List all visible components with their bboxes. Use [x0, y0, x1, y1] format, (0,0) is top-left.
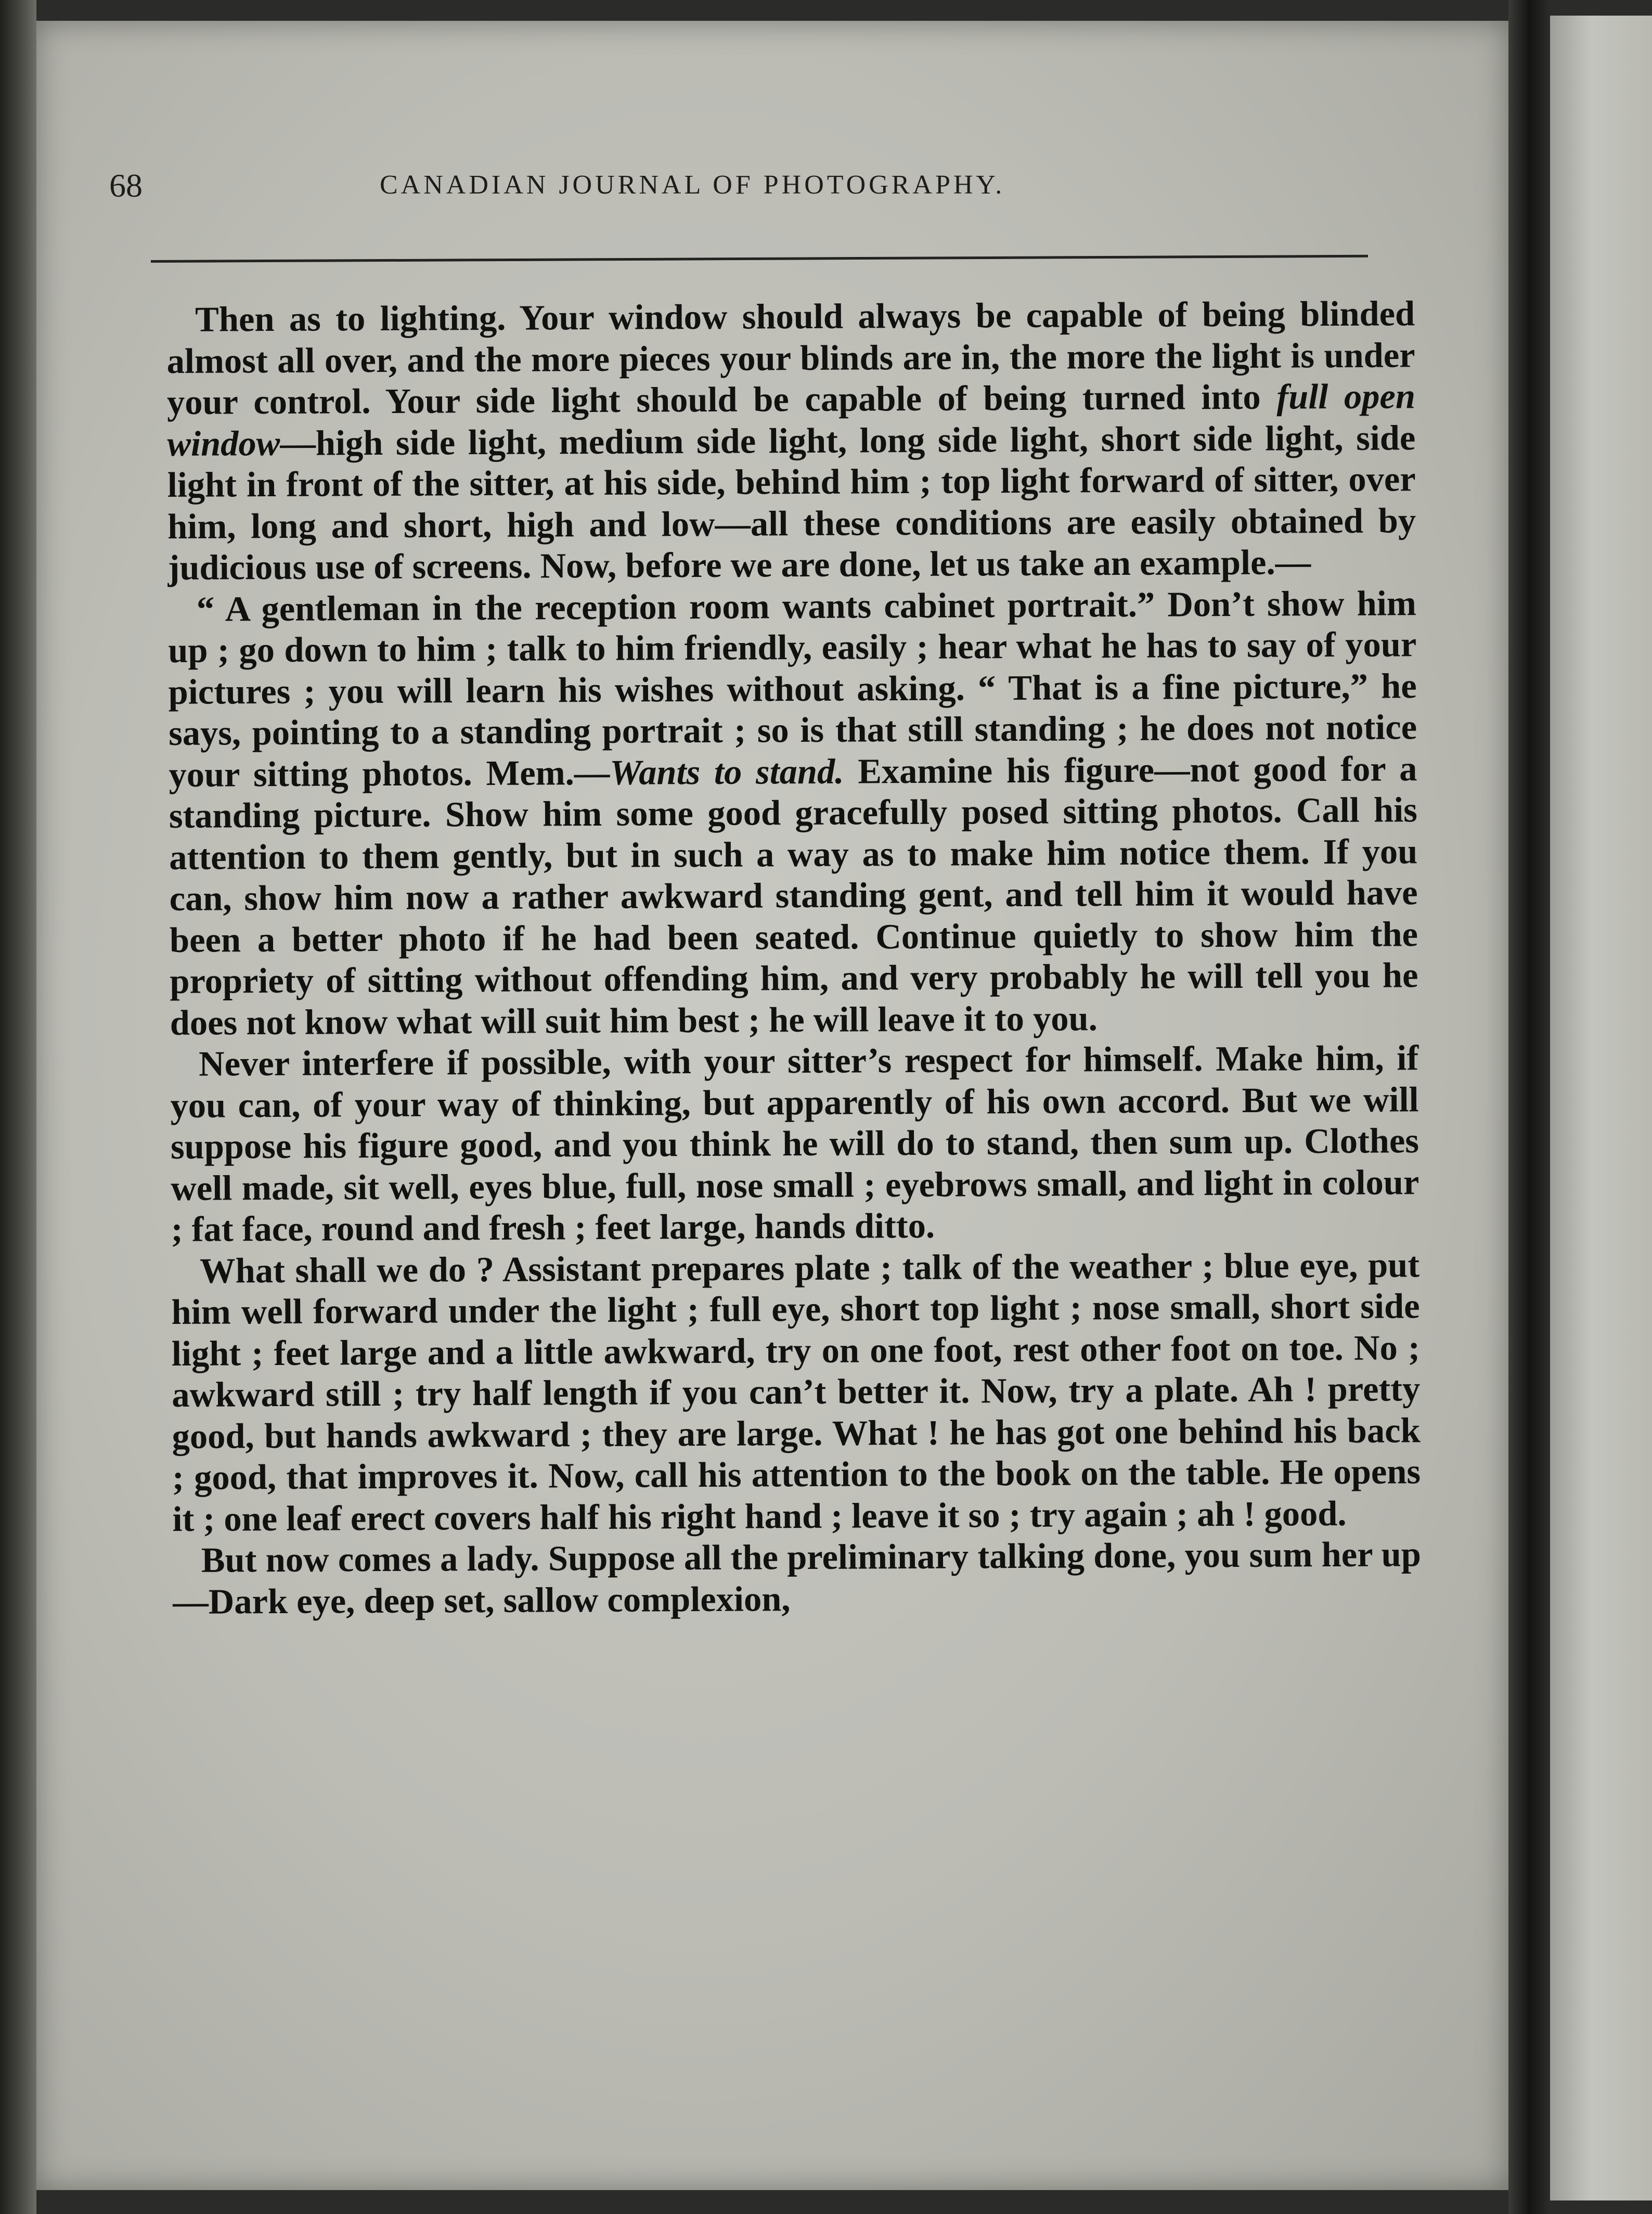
book-gutter	[1508, 0, 1550, 2214]
text-run: “ A gentleman in the reception room wants cabinet portrait.” Don’t show him up ; go down to him ; talk to him friendly, easily ; hear what he has to say of your pictures ; you will learn his wishes without asking. “ That is a fine picture,” he says, pointing to a standing portrait ; so is that still standing ; he does not notice your sitting photos. Mem.—	[168, 583, 1417, 794]
paragraph	[166, 293, 1416, 588]
article-body	[166, 293, 1421, 1623]
paragraph	[168, 583, 1418, 1044]
paragraph	[170, 1037, 1419, 1250]
paragraph	[171, 1244, 1421, 1540]
text-run: —high side light, medium side light, long side light, short side light, side light in front of the sitter, at his side, behind him ; top light forward of sitter, over him, long and short, high and low—all these conditions are easily obtained by judicious use of screens. Now, before we are done, let us take an example.—	[167, 417, 1416, 587]
italic-text-run: full open window	[167, 376, 1416, 464]
text-run: But now comes a lady. Suppose all the preliminary talking done, you sum her up—Dark eye, deep set, sallow complexion,	[173, 1534, 1422, 1621]
text-run: Then as to lighting. Your window should always be capable of being blinded almost all over, and the more pieces your blinds are in, the more the light is under your control. Your side light should be capable of being turned into	[166, 293, 1415, 422]
text-run: What shall we do ? Assistant prepares plate ; talk of the weather ; blue eye, put him well forward under the light ; full eye, short top light ; nose small, short side light ; feet large and a little awkward, try on one foot, rest other foot on toe. No ; awkward still ; try half length if you can’t better it. Now, try a plate. Ah ! pretty good, but hands awkward ; they are large. What ! he has got one behind his back ; good, that improves it. Now, call his attention to the book on the table. He opens it ; one leaf erect covers half his right hand ; leave it so ; try again ; ah ! good.	[171, 1244, 1421, 1539]
italic-text-run: Wants to stand.	[610, 751, 844, 792]
page-header	[109, 156, 1373, 218]
running-head: CANADIAN JOURNAL OF PHOTOGRAPHY.	[380, 170, 1005, 200]
text-run: Examine his figure—not good for a standing picture. Show him some good gracefully posed sitting photos. Call his attention to them gently, but in such a way as to make him notice them. If you can, show him now a rather awkward standing gent, and tell him it would have been a better photo if he had been seated. Continue quietly to show him the propriety of sitting without offending him, and very probably he will tell you he does not know what will suit him best ; he will leave it to you.	[169, 748, 1418, 1042]
book-spine-edge	[0, 0, 36, 2214]
facing-page-edge	[1550, 16, 1652, 2200]
text-run: Never interfere if possible, with your sitter’s respect for himself. Make him, if you can, of your way of thinking, but apparently of his own accord. But we will suppose his figure good, and you think he will do to stand, then sum up. Clothes well made, sit well, eyes blue, full, nose small ; eyebrows small, and light in colour ; fat face, round and fresh ; feet large, hands ditto.	[170, 1038, 1419, 1249]
paragraph	[173, 1534, 1422, 1623]
page-number: 68	[109, 167, 143, 204]
